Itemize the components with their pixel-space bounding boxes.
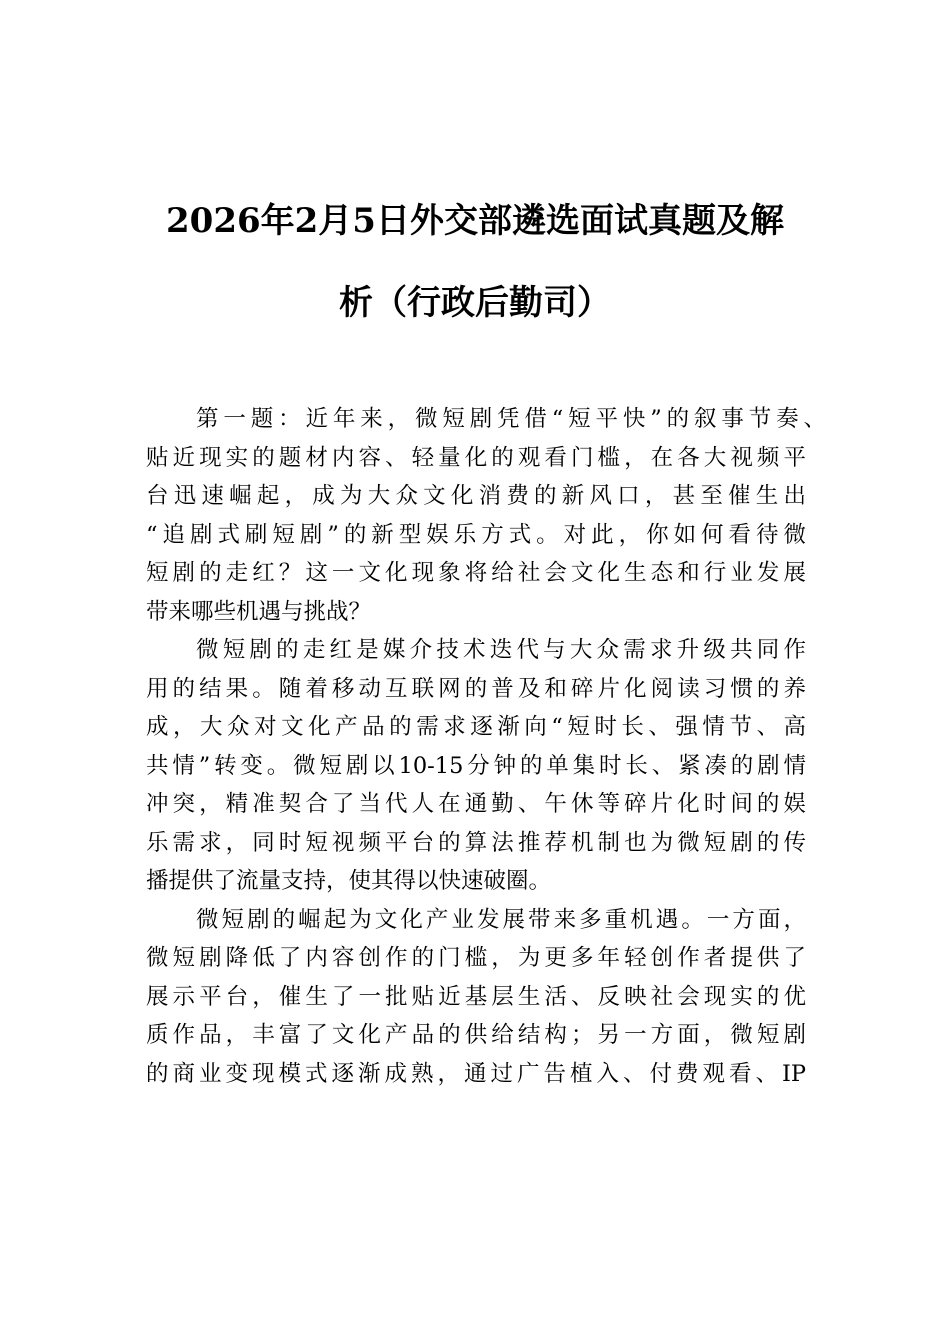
text-line: 带来哪些机遇与挑战？ [146, 598, 372, 625]
document-body [146, 400, 826, 1093]
text-line: 播提供了流量支持，使其得以快速破圈。 [146, 868, 552, 894]
text-line: 质作品，丰富了文化产品的供给结构；另一方面，微短剧 [146, 1022, 806, 1048]
question-paragraph [146, 400, 826, 631]
text-line: 展示平台，催生了一批贴近基层生活、反映社会现实的优 [146, 983, 806, 1010]
text-line: “追剧式刷短剧”的新型娱乐方式。对此，你如何看待微 [146, 521, 806, 548]
title-line-2: 析（行政后勤司） [339, 283, 611, 323]
answer-paragraph-1 [146, 631, 806, 901]
text-line: 微短剧降低了内容创作的门槛，为更多年轻创作者提供了 [146, 945, 806, 971]
text-line: 冲突，精准契合了当代人在通勤、午休等碎片化时间的娱 [146, 791, 806, 817]
text-line: 微短剧的崛起为文化产业发展带来多重机遇。一方面， [196, 906, 806, 933]
text-line: 共情”转变。微短剧以10-15分钟的单集时长、紧凑的剧情 [146, 752, 806, 779]
document-title [140, 180, 810, 344]
title-line-1: 2026年2月5日外交部遴选面试真题及解 [166, 201, 784, 241]
text-line: 短剧的走红？这一文化现象将给社会文化生态和行业发展 [146, 560, 806, 586]
text-line: 第一题：近年来，微短剧凭借“短平快”的叙事节奏、 [196, 406, 826, 432]
text-line: 用的结果。随着移动互联网的普及和碎片化阅读习惯的养 [146, 675, 806, 702]
text-line: 的商业变现模式逐渐成熟，通过广告植入、付费观看、IP [146, 1060, 806, 1087]
answer-paragraph-2 [146, 901, 806, 1094]
text-line: 乐需求，同时短视频平台的算法推荐机制也为微短剧的传 [146, 829, 806, 856]
text-line: 微短剧的走红是媒介技术迭代与大众需求升级共同作 [196, 637, 806, 663]
text-line: 贴近现实的题材内容、轻量化的观看门槛，在各大视频平 [146, 444, 806, 471]
text-line: 成，大众对文化产品的需求逐渐向“短时长、强情节、高 [146, 714, 806, 740]
text-line: 台迅速崛起，成为大众文化消费的新风口，甚至催生出 [146, 483, 806, 509]
